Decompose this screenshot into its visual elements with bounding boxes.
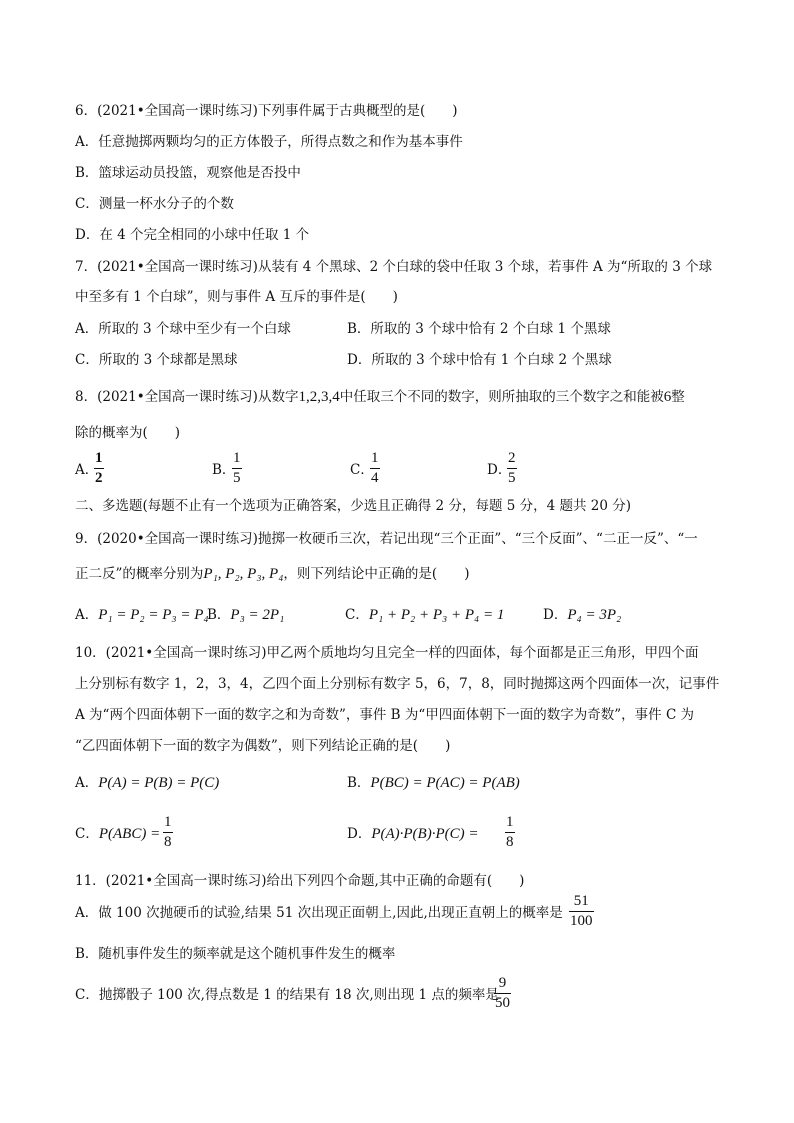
- section-heading-multiple-choice: 二、多选题(每题不止有一个选项为正确答案，少选且正确得 2 分，每题 5 分，4 题共 20 分): [75, 498, 632, 514]
- q9-stem-line2: [75, 565, 469, 583]
- q6-stem: 6．(2021•全国高一课时练习)下列事件属于古典概型的是( ): [75, 103, 458, 119]
- q9-d-label: D．: [543, 607, 568, 623]
- q10-stem-line4: “乙四面体朝下一面的数字为偶数”，则下列结论正确的是( ): [75, 738, 451, 754]
- q8-d-numerator: 2: [508, 450, 516, 466]
- q9-b-expr: P₃ = 2P₁: [230, 607, 285, 623]
- q10-stem-line3: A 为“两个四面体朝下一面的数字之和为奇数”，事件 B 为“甲四面体朝下一面的数字为奇数”，事件 C 为: [75, 707, 695, 723]
- q8-option-d-label: D．: [487, 462, 512, 478]
- q10-d-fraction: [505, 814, 515, 851]
- q7-option-c: C．所取的 3 个球都是黑球: [75, 352, 238, 368]
- q9-stem-line1: 9．(2020•全国高一课时练习)抛掷一枚硬币三次，若记出现“三个正面”、“三个反面”、“二正一反”、“一: [75, 531, 698, 547]
- q8-option-a-label: A．: [75, 462, 99, 478]
- q9-option-a: [75, 606, 209, 624]
- q10-stem-line1: 10．(2021•全国高一课时练习)甲乙两个质地均匀且完全一样的四面体，每个面都是正三角形，甲四个面: [75, 645, 699, 661]
- q10-option-d: [347, 825, 479, 843]
- q9-c-expr: P₁ + P₂ + P₃ + P₄ = 1: [368, 607, 505, 623]
- q11-option-a-text: A．做 100 次抛硬币的试验,结果 51 次出现正面朝上,因此,出现正直朝上的概率是: [75, 905, 563, 921]
- q11-c-denominator: 50: [495, 995, 510, 1011]
- q10-option-b: [347, 774, 520, 792]
- q10-option-c: [75, 825, 160, 843]
- q8-stem-line1: [75, 388, 685, 406]
- q8-b-numerator: 1: [233, 450, 241, 466]
- q8-a-denominator: 2: [95, 470, 103, 486]
- q10-c-expr: P(ABC) =: [98, 826, 161, 842]
- q8-digits: 1,2,3,4: [298, 389, 340, 405]
- q8-stem-part1: 8．(2021•全国高一课时练习)从数字: [75, 389, 299, 405]
- q10-a-expr: P(A) = P(B) = P(C): [98, 775, 220, 791]
- q8-c-numerator: 1: [371, 450, 379, 466]
- q10-c-label: C．: [75, 826, 99, 842]
- q10-stem-line2: 上分别标有数字 1，2，3，4，乙四个面上分别标有数字 5，6，7，8，同时抛掷这两个四面体一次，记事件: [75, 676, 720, 692]
- q9-option-d: [543, 606, 621, 624]
- q11-stem: 11．(2021•全国高一课时练习)给出下列四个命题,其中正确的命题有( ): [75, 873, 525, 889]
- q8-option-c-fraction: [370, 450, 380, 487]
- q9-d-expr: P₄ = 3P₂: [567, 607, 622, 623]
- q9-probabilities: P₁, P₂, P₃, P₄: [203, 566, 284, 582]
- q7-option-b: B．所取的 3 个球中恰有 2 个白球 1 个黑球: [347, 321, 611, 337]
- q6-option-d: D．在 4 个完全相同的小球中任取 1 个: [75, 227, 310, 243]
- q8-a-numerator: 1: [95, 450, 103, 466]
- q8-option-d-fraction: [507, 450, 517, 487]
- q9-a-expr: P₁ = P₂ = P₃ = P₄: [98, 607, 209, 623]
- q6-option-c: C．测量一杯水分子的个数: [75, 196, 234, 212]
- q8-option-a-fraction: [94, 450, 104, 487]
- q11-option-b: B．随机事件发生的频率就是这个随机事件发生的概率: [75, 946, 396, 962]
- q9-c-label: C．: [345, 607, 369, 623]
- q9-a-label: A．: [75, 607, 99, 623]
- q9-option-c: [345, 606, 504, 624]
- q10-c-fraction: [163, 814, 173, 851]
- q7-option-a: A．所取的 3 个球中至少有一个白球: [75, 321, 291, 337]
- q10-a-label: A．: [75, 775, 99, 791]
- q11-a-denominator: 100: [570, 913, 593, 929]
- q8-stem-part3: 整: [671, 389, 685, 405]
- q6-option-a: A．任意抛掷两颗均匀的正方体骰子，所得点数之和作为基本事件: [75, 134, 463, 150]
- q10-c-denominator: 8: [164, 834, 172, 850]
- q11-c-fraction: [494, 975, 511, 1012]
- q10-c-numerator: 1: [164, 814, 172, 830]
- q8-stem-part2: 中任取三个不同的数字，则所抽取的三个数字之和能被: [339, 389, 664, 405]
- q7-stem-line2: 中至多有 1 个白球”，则与事件 A 互斥的事件是( ): [75, 289, 398, 305]
- q8-option-b-label: B．: [212, 462, 236, 478]
- q10-b-expr: P(BC) = P(AC) = P(AB): [370, 775, 520, 791]
- q10-d-label: D．: [347, 826, 372, 842]
- q8-c-denominator: 4: [371, 470, 379, 486]
- q7-option-d: D．所取的 3 个球中恰有 1 个白球 2 个黑球: [347, 352, 612, 368]
- q9-b-label: B．: [207, 607, 231, 623]
- q11-a-numerator: 51: [573, 893, 589, 909]
- q9-stem-line2b: ，则下列结论中正确的是( ): [283, 566, 470, 582]
- q9-option-b: [207, 606, 284, 624]
- q8-option-c-label: C．: [350, 462, 374, 478]
- q8-d-denominator: 5: [508, 470, 516, 486]
- q11-c-numerator: 9: [498, 975, 507, 991]
- q7-stem-line1: 7．(2021•全国高一课时练习)从装有 4 个黑球、2 个白球的袋中任取 3 个球，若事件 A 为“所取的 3 个球: [75, 259, 713, 275]
- q10-b-label: B．: [347, 775, 371, 791]
- q10-d-denominator: 8: [506, 834, 514, 850]
- q11-option-c-text: C．抛掷骰子 100 次,得点数是 1 的结果有 18 次,则出现 1 点的频率是: [75, 987, 499, 1003]
- q8-stem-line2: 除的概率为( ): [75, 425, 181, 441]
- q8-six: 6: [663, 389, 672, 405]
- q6-option-b: B．篮球运动员投篮，观察他是否投中: [75, 165, 301, 181]
- q8-option-b-fraction: [232, 450, 242, 487]
- q10-d-expr: P(A)·P(B)·P(C) =: [371, 826, 479, 842]
- q8-b-denominator: 5: [233, 470, 241, 486]
- q11-a-fraction: [569, 893, 594, 930]
- q10-option-a: [75, 774, 219, 792]
- q10-d-numerator: 1: [506, 814, 514, 830]
- q9-stem-line2a: 正二反”的概率分别为: [75, 566, 204, 582]
